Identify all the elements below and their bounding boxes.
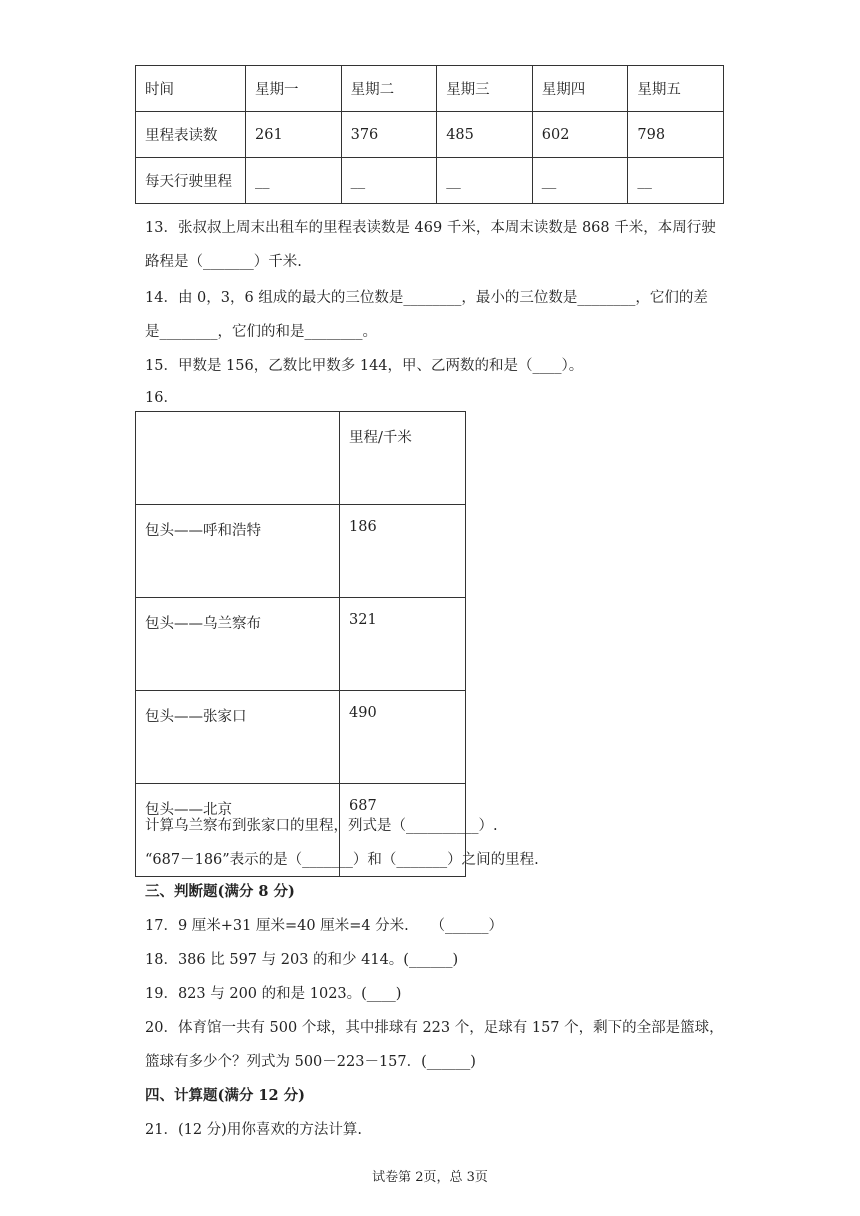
table-cell: 包头——张家口 [136, 691, 340, 784]
section-4-heading: 四、计算题(满分 12 分) [145, 1087, 305, 1104]
table-cell: __ [341, 158, 437, 204]
question-20-line-1: 20．体育馆一共有 500 个球，其中排球有 223 个，足球有 157 个，剩下的全部是篮球， [145, 1020, 724, 1036]
weekday-mileage-table [135, 65, 724, 204]
question-16-line-2: “687－186”表示的是（_______）和（_______）之间的里程. [145, 852, 539, 868]
table-cell: 星期三 [437, 66, 533, 112]
table-cell: 321 [340, 598, 466, 691]
table-cell: 里程表读数 [136, 112, 246, 158]
question-21: 21．(12 分)用你喜欢的方法计算. [145, 1122, 362, 1138]
table-cell: __ [532, 158, 628, 204]
table-row [136, 158, 724, 204]
table-row [136, 691, 466, 784]
table-cell: 包头——北京 [136, 784, 340, 877]
route-mileage-table [135, 411, 466, 877]
table-row [136, 412, 466, 505]
table-cell: 星期一 [246, 66, 342, 112]
section-3-heading: 三、判断题(满分 8 分) [145, 883, 295, 900]
table-row [136, 598, 466, 691]
table-cell: 376 [341, 112, 437, 158]
question-14-line-1: 14．由 0，3，6 组成的最大的三位数是________，最小的三位数是________，它们的差 [145, 290, 708, 306]
page-footer: 试卷第 2页，总 3页 [372, 1170, 488, 1185]
question-16-label: 16． [145, 390, 178, 406]
table-cell: 每天行驶里程 [136, 158, 246, 204]
table-cell: 时间 [136, 66, 246, 112]
table-cell: __ [246, 158, 342, 204]
question-15: 15．甲数是 156，乙数比甲数多 144，甲、乙两数的和是（____）。 [145, 358, 584, 374]
question-20-line-2: 篮球有多少个？列式为 500－223－157．(______) [145, 1054, 476, 1070]
table-cell: 485 [437, 112, 533, 158]
table-cell: 261 [246, 112, 342, 158]
table-row [136, 112, 724, 158]
table-cell: 490 [340, 691, 466, 784]
table-cell: 星期二 [341, 66, 437, 112]
table-cell: __ [437, 158, 533, 204]
table-cell: 包头——呼和浩特 [136, 505, 340, 598]
question-13-line-1: 13．张叔叔上周末出租车的里程表读数是 469 千米，本周末读数是 868 千米，本周行驶 [145, 220, 716, 236]
question-14-line-2: 是________，它们的和是________。 [145, 324, 377, 340]
question-17: 17．9 厘米+31 厘米=40 厘米=4 分米. （______） [145, 918, 504, 934]
table-cell: __ [628, 158, 724, 204]
table-row [136, 66, 724, 112]
table-cell [136, 412, 340, 505]
table-cell: 186 [340, 505, 466, 598]
table-cell: 798 [628, 112, 724, 158]
question-18: 18．386 比 597 与 203 的和少 414。(______) [145, 952, 459, 968]
question-13-line-2: 路程是（_______）千米. [145, 254, 302, 270]
table-cell: 602 [532, 112, 628, 158]
question-19: 19．823 与 200 的和是 1023。(____) [145, 986, 402, 1002]
table-cell: 包头——乌兰察布 [136, 598, 340, 691]
table-cell: 星期四 [532, 66, 628, 112]
table-cell: 星期五 [628, 66, 724, 112]
table-cell: 687 [340, 784, 466, 877]
table-cell: 里程/千米 [340, 412, 466, 505]
table-row [136, 505, 466, 598]
question-16-line-1: 计算乌兰察布到张家口的里程，列式是（__________）. [145, 818, 498, 834]
